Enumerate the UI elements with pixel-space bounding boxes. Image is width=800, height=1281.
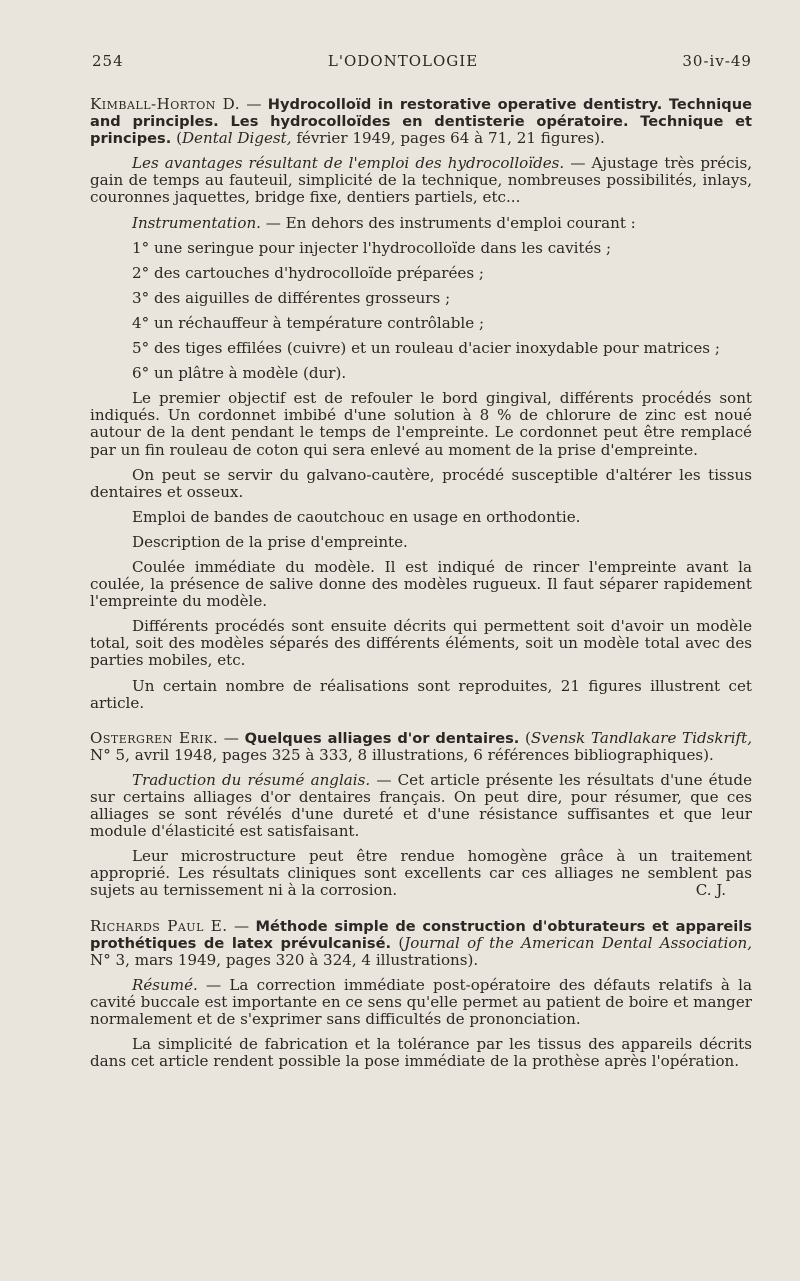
article1-paragraph: Le premier objectif est de refouler le bord gingival, différents procédés sont indiqués. Un cordonnet imbibé d'une solution à 8 % de chlorure de zinc est noué autour de la dent pendant le temps de l'empreinte. Le cordonnet peut être remplacé par un fin rouleau de coton qui sera enlevé au moment de la prise d'empreinte. xyxy=(90,389,752,459)
article1-paragraph: Coulée immédiate du modèle. Il est indiqué de rincer l'empreinte avant la coulée, la présence de salive donne des modèles rugueux. Il faut séparer rapidement l'empreinte du modèle. xyxy=(90,557,752,611)
dash: — xyxy=(218,728,245,747)
list-item: 2° des cartouches d'hydrocolloïde préparées ; xyxy=(132,263,484,282)
article3-summary xyxy=(90,977,752,1028)
instrumentation-text: — En dehors des instruments d'emploi courant : xyxy=(260,213,636,232)
article2-journal: Svensk Tandlakare Tidskrift, xyxy=(530,728,752,747)
instrumentation-label: Instrumentation. xyxy=(132,213,261,232)
running-title: L'ODONTOLOGIE xyxy=(327,52,479,70)
paren: ( xyxy=(391,933,405,952)
article2-citation xyxy=(90,730,752,764)
summary-label: Traduction du résumé anglais. xyxy=(132,770,371,789)
article3-author: Richards Paul E. xyxy=(90,916,228,935)
article2-author: Ostergren Erik. xyxy=(90,728,219,747)
article1-instrumentation xyxy=(90,215,752,232)
article1-paragraph: Un certain nombre de réalisations sont reproduites, 21 figures illustrent cet article. xyxy=(90,676,752,712)
list-item: 4° un réchauffeur à température contrôlable ; xyxy=(132,313,485,332)
summary-text: — Cet article présente les résultats d'une étude sur certains alliages d'or dentaires français. On peut dire, pour résumer, que ces alliages se sont révélés d'une dureté et d'une résistance suffisantes et que leur module d'élasticité est satisfaisant. xyxy=(90,770,752,841)
article3-journal: Journal of the American Dental Association, xyxy=(404,933,752,952)
article3-title: Méthode simple de construction d'obturateurs et appareils prothétiques de latex prévulcanisé. xyxy=(90,917,752,952)
article1-advantages xyxy=(90,155,752,206)
article1-author: Kimball-Horton D. xyxy=(90,95,241,113)
article1-paragraph: Différents procédés sont ensuite décrits qui permettent soit d'avoir un modèle total, soit des modèles séparés des différents éléments, soit un modèle total avec des parties mobiles, etc. xyxy=(90,617,752,670)
article1-journal: Dental Digest, xyxy=(181,129,292,148)
advantages-label: Les avantages résultant de l'emploi des hydrocolloïdes. xyxy=(132,154,565,173)
article3-citation xyxy=(90,918,752,969)
article3-reference: N° 3, mars 1949, pages 320 à 324, 4 illustrations). xyxy=(90,950,479,969)
article1-paragraph: Description de la prise d'empreinte. xyxy=(132,532,408,551)
article2-title: Quelques alliages d'or dentaires. xyxy=(244,729,520,747)
paren: ( xyxy=(519,728,531,747)
article2-summary xyxy=(90,772,752,840)
summary-text: — La correction immédiate post-opératoire des défauts relatifs à la cavité buccale est importante en ce sens qu'elle permet au patient de boire et manger normalement et de s'exprimer sans difficultés de prononciation. xyxy=(90,975,752,1029)
summary-label: Résumé. xyxy=(132,975,198,994)
paren: ( xyxy=(171,129,182,148)
list-item: 3° des aiguilles de différentes grosseurs ; xyxy=(132,288,451,307)
page-content xyxy=(90,96,752,1078)
article3-paragraph: La simplicité de fabrication et la tolérance par les tissus des appareils décrits dans cet article rendent possible la pose immédiate de la prothèse après l'opération. xyxy=(90,1035,752,1071)
article1-paragraph: Emploi de bandes de caoutchouc en usage en orthodontie. xyxy=(132,507,581,526)
list-item: 1° une seringue pour injecter l'hydrocolloïde dans les cavités ; xyxy=(132,238,612,257)
page-number: 254 xyxy=(92,52,124,70)
article1-title: Hydrocolloïd in restorative operative dentistry. Technique and principles. Les hydrocolloïdes en dentisterie opératoire. Technique et principes. xyxy=(90,96,752,148)
dash: — xyxy=(240,95,268,113)
article1-citation xyxy=(90,96,752,147)
list-item: 5° des tiges effilées (cuivre) et un rouleau d'acier inoxydable pour matrices ; xyxy=(132,339,720,358)
advantages-text: — Ajustage très précis, gain de temps au fauteuil, simplicité de la technique, nombreuses possibilités, inlays, couronnes jaquettes, bridge fixe, dentiers partiels, etc... xyxy=(90,154,752,207)
page-header xyxy=(92,52,752,70)
article2-paragraph xyxy=(90,848,752,899)
article1-paragraph: On peut se servir du galvano-cautère, procédé susceptible d'altérer les tissus dentaires et osseux. xyxy=(90,465,752,501)
paragraph-text: Leur microstructure peut être rendue homogène grâce à un traitement approprié. Les résultats cliniques sont excellents car ces alliages ne semblent pas sujets au ternissement ni à la corrosion. xyxy=(90,847,752,900)
article1-reference: février 1949, pages 64 à 71, 21 figures). xyxy=(291,129,605,148)
list-item: 6° un plâtre à modèle (dur). xyxy=(132,364,347,383)
article2-reference: N° 5, avril 1948, pages 325 à 333, 8 illustrations, 6 références bibliographiques). xyxy=(90,745,714,764)
dash: — xyxy=(227,916,256,935)
issue-date: 30-iv-49 xyxy=(682,52,752,70)
signature: C. J. xyxy=(695,881,726,900)
